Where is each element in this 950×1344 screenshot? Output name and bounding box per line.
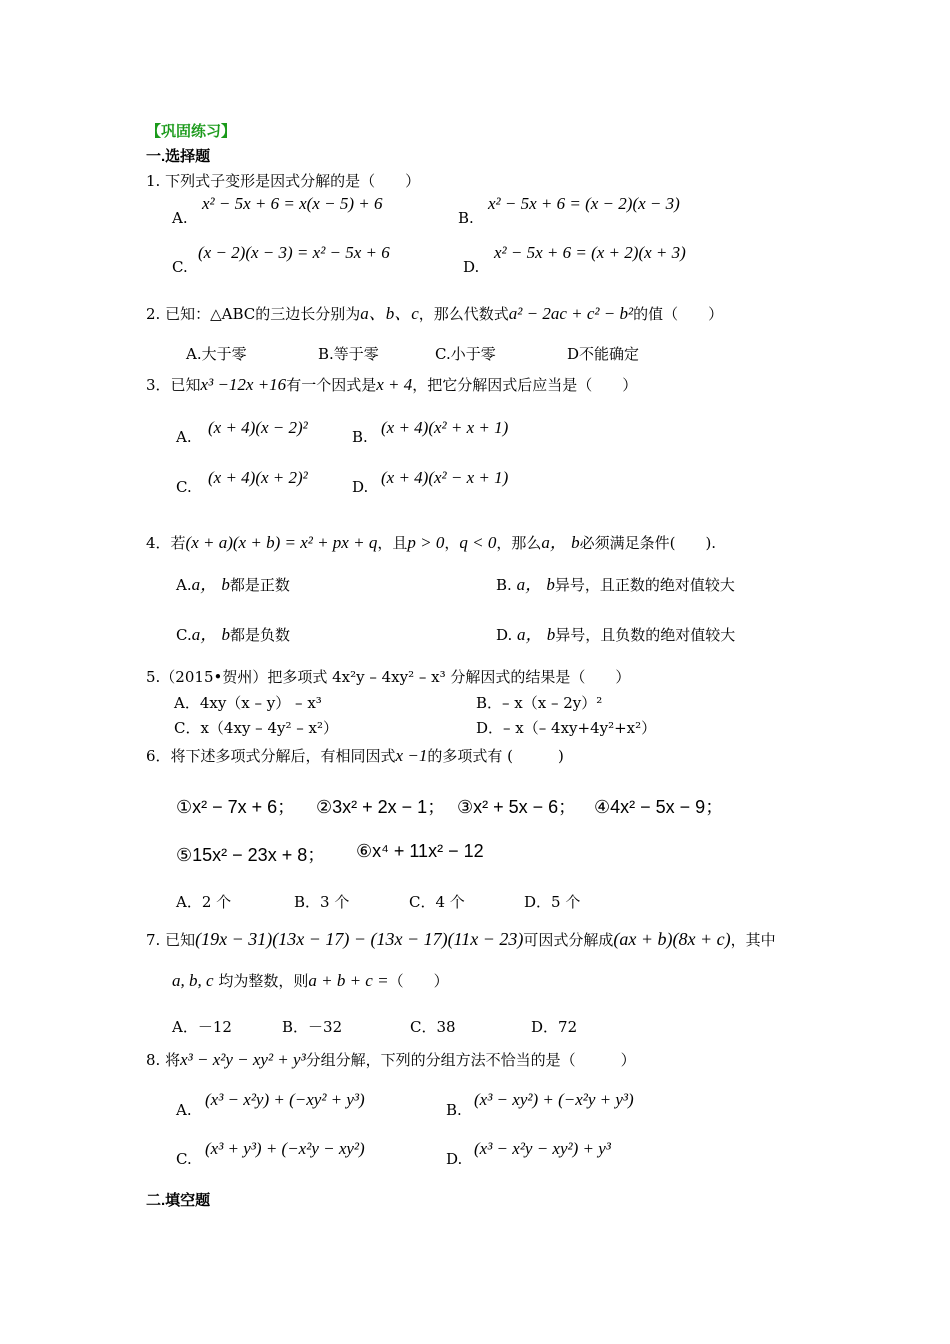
q6-poly-3: ③x² + 5x − 6；	[457, 797, 577, 817]
q3-expression: x³ −12x +16	[200, 375, 287, 394]
q4-cond-q: q < 0	[459, 533, 497, 552]
q4-option-d-vars: a， b	[517, 625, 556, 644]
q2-option-a: A.大于零	[186, 345, 247, 363]
q7-option-d: D．72	[531, 1018, 578, 1036]
q8-option-c-label: C.	[176, 1150, 192, 1168]
q1-option-a: x² − 5x + 6 = x(x − 5) + 6	[202, 194, 383, 213]
q6-option-c: C．4 个	[409, 893, 465, 911]
q4-mid1: ，且	[377, 534, 408, 552]
q1-option-d: x² − 5x + 6 = (x + 2)(x + 3)	[494, 243, 686, 262]
q6-prefix: 6．将下述多项式分解后，有相同因式	[146, 747, 396, 765]
q3-option-b: (x + 4)(x² + x + 1)	[381, 418, 509, 437]
q2-option-c: C.小于零	[435, 345, 496, 363]
q7-prefix: 7. 已知	[146, 931, 196, 949]
question-2-stem	[146, 299, 723, 324]
q7-expression: (19x − 31)(13x − 17) − (13x − 17)(11x − 23)	[195, 929, 524, 949]
q1-option-c-label: C.	[172, 258, 188, 276]
q3-factor: x + 4	[376, 375, 413, 394]
q8-option-d-label: D.	[446, 1150, 463, 1168]
q3-prefix: 3．已知	[146, 376, 201, 394]
question-7-line2	[172, 970, 449, 991]
q4-option-a-text: 都是正数	[229, 576, 290, 594]
q4-option-b	[496, 570, 735, 595]
q7-option-b: B．－32	[282, 1018, 343, 1036]
q6-poly-1: ①x² − 7x + 6；	[176, 797, 296, 817]
q3-option-c: (x + 4)(x + 2)²	[208, 468, 308, 487]
q8-option-b: (x³ − xy²) + (−x²y + y³)	[474, 1090, 634, 1109]
q4-option-c-vars: a， b	[191, 625, 230, 644]
q8-option-c: (x³ + y³) + (−x²y − xy²)	[205, 1139, 365, 1158]
q6-suffix: 的多项式有 ( )	[427, 747, 564, 765]
q4-option-b-label: B.	[496, 576, 512, 594]
q2-mid: ，那么代数式	[418, 305, 509, 323]
q8-option-d: (x³ − x²y − xy²) + y³	[474, 1139, 611, 1158]
q7-line2: 均为整数，则	[218, 972, 309, 990]
q7-mid: 可因式分解成	[523, 931, 614, 949]
section-heading-fill: 二.填空题	[146, 1192, 211, 1209]
q2-expression: a² − 2ac + c² − b²	[508, 304, 634, 323]
q1-option-c: (x − 2)(x − 3) = x² − 5x + 6	[198, 243, 390, 262]
q4-option-c	[176, 620, 290, 645]
q4-option-a	[176, 570, 290, 595]
q3-option-b-label: B.	[352, 428, 368, 446]
q7-blank: （ ）	[388, 972, 449, 990]
q5-option-d: D．– x（– 4xy+4y²+x²）	[476, 719, 657, 737]
q3-mid: 有一个因式是	[286, 376, 377, 394]
question-6-stem	[146, 745, 564, 766]
q2-prefix: 2. 已知：△ABC的三边长分别为	[146, 305, 361, 323]
q2-vars: a、b、c	[360, 304, 419, 323]
q2-option-b: B.等于零	[318, 345, 379, 363]
q4-cond-p: p > 0	[407, 533, 445, 552]
question-3-stem	[146, 374, 637, 395]
q1-option-b-label: B.	[458, 209, 474, 227]
section-title: 【巩固练习】	[146, 123, 237, 140]
q5-option-a: A．4xy（x – y） – x³	[174, 694, 322, 712]
q6-option-a: A．2 个	[176, 893, 232, 911]
q3-option-a-label: A.	[176, 428, 192, 446]
q7-vars: a, b, c	[172, 971, 214, 990]
q6-poly-6: ⑥x⁴ + 11x² − 12	[356, 841, 484, 861]
q4-expression: (x + a)(x + b) = x² + px + q	[185, 533, 378, 552]
q6-poly-5: ⑤15x² − 23x + 8；	[176, 845, 326, 865]
q4-sep: ，	[444, 534, 460, 552]
q4-suffix: 必须满足条件( ).	[579, 534, 717, 552]
q4-option-b-text: 异号，且正数的绝对值较大	[554, 576, 735, 594]
q4-vars: a， b	[541, 533, 580, 552]
section-heading-choice: 一.选择题	[146, 148, 211, 165]
question-4-stem	[146, 528, 716, 553]
q8-option-b-label: B.	[446, 1101, 462, 1119]
q4-option-a-label: A.	[176, 576, 192, 594]
q2-suffix: 的值（ ）	[633, 305, 724, 323]
q6-option-d: D．5 个	[524, 893, 581, 911]
q7-form: (ax + b)(8x + c)	[613, 929, 731, 949]
q7-suffix: ，其中	[730, 931, 776, 949]
q7-option-c: C．38	[410, 1018, 456, 1036]
q4-option-d-text: 异号，且负数的绝对值较大	[555, 626, 736, 644]
q3-option-d-label: D.	[352, 478, 369, 496]
question-1-stem: 1. 下列式子变形是因式分解的是（ ）	[146, 172, 421, 190]
q7-sum: a + b + c =	[308, 971, 389, 990]
q4-prefix: 4．若	[146, 534, 186, 552]
q1-option-a-label: A.	[172, 209, 188, 227]
q4-option-b-vars: a， b	[516, 575, 555, 594]
q4-mid2: ，那么	[496, 534, 542, 552]
q8-prefix: 8. 将	[146, 1051, 181, 1069]
q3-option-a: (x + 4)(x − 2)²	[208, 418, 308, 437]
question-7-stem	[146, 929, 776, 950]
question-5-stem: 5.（2015•贺州）把多项式 4x²y – 4xy² – x³ 分解因式的结果是（ ）	[146, 668, 631, 686]
q4-option-c-text: 都是负数	[229, 626, 290, 644]
q1-option-d-label: D.	[463, 258, 480, 276]
q4-option-c-label: C.	[176, 626, 192, 644]
q5-option-b: B．– x（x – 2y）²	[476, 694, 603, 712]
q4-option-a-vars: a， b	[191, 575, 230, 594]
q1-option-b: x² − 5x + 6 = (x − 2)(x − 3)	[488, 194, 680, 213]
q6-option-b: B．3 个	[294, 893, 350, 911]
q8-option-a-label: A.	[176, 1101, 192, 1119]
q4-option-d-label: D.	[496, 626, 513, 644]
q7-option-a: A．－12	[172, 1018, 232, 1036]
q2-option-d: D不能确定	[567, 345, 640, 363]
q3-option-c-label: C.	[176, 478, 192, 496]
question-8-stem	[146, 1049, 636, 1070]
q8-option-a: (x³ − x²y) + (−xy² + y³)	[205, 1090, 365, 1109]
q6-poly-4: ④4x² − 5x − 9；	[594, 797, 724, 817]
q4-option-d	[496, 620, 735, 645]
q3-option-d: (x + 4)(x² − x + 1)	[381, 468, 509, 487]
q6-factor: x −1	[395, 746, 428, 765]
q5-option-c: C．x（4xy – 4y² – x²）	[174, 719, 338, 737]
q8-expression: x³ − x²y − xy² + y³	[180, 1050, 306, 1069]
q3-suffix: ，把它分解因式后应当是（ ）	[412, 376, 638, 394]
q6-poly-2: ②3x² + 2x − 1；	[316, 797, 446, 817]
q8-suffix: 分组分解，下列的分组方法不恰当的是（ ）	[305, 1051, 636, 1069]
